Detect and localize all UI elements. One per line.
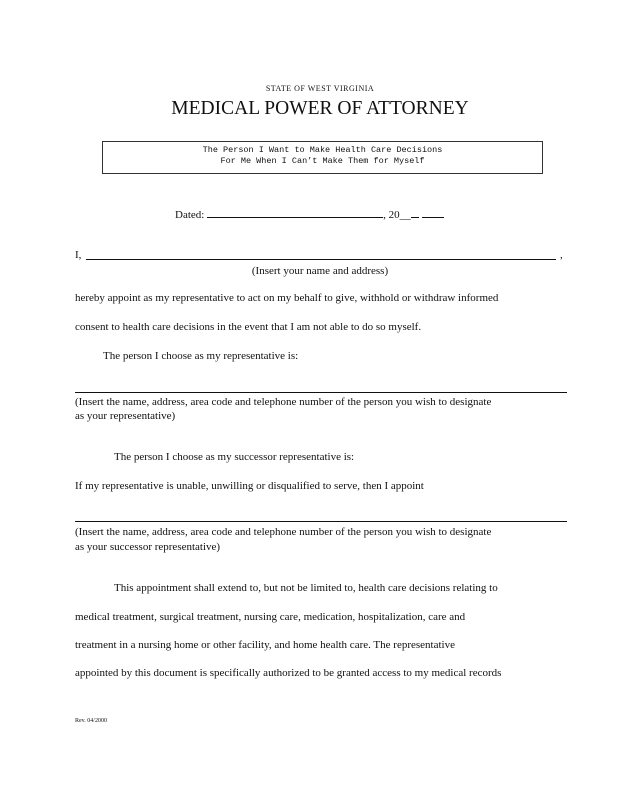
date-blank[interactable] bbox=[207, 206, 383, 218]
year-blank-a[interactable] bbox=[411, 206, 419, 218]
scope-line-4: appointed by this document is specifically authorized to be granted access to my medical records bbox=[75, 667, 502, 679]
representative-blank[interactable] bbox=[75, 392, 567, 393]
declarant-name-blank[interactable] bbox=[86, 259, 556, 260]
declarant-prefix: I, bbox=[75, 249, 82, 261]
scope-line-1: This appointment shall extend to, but not be limited to, health care decisions relating to bbox=[114, 582, 498, 594]
subtitle-box bbox=[102, 141, 543, 174]
successor-blank[interactable] bbox=[75, 521, 567, 522]
successor-intro: The person I choose as my successor representative is: bbox=[114, 451, 355, 463]
revision-note: Rev. 04/2000 bbox=[75, 718, 107, 724]
declarant-instruction: (Insert your name and address) bbox=[251, 265, 389, 277]
year-blank-b[interactable] bbox=[422, 206, 444, 218]
dated-line bbox=[175, 206, 444, 221]
appoint-line-2: consent to health care decisions in the event that I am not able to do so myself. bbox=[75, 321, 422, 333]
succ-note-line-1: (Insert the name, address, area code and telephone number of the person you wish to designate bbox=[75, 526, 492, 538]
succ-note-line-2: as your successor representative) bbox=[75, 541, 221, 553]
rep-note-line-2: as your representative) bbox=[75, 410, 176, 422]
scope-line-3: treatment in a nursing home or other facility, and home health care. The representative bbox=[75, 639, 455, 651]
declarant-suffix: , bbox=[560, 249, 563, 261]
successor-condition: If my representative is unable, unwilling or disqualified to serve, then I appoint bbox=[75, 480, 424, 492]
appoint-line-1: hereby appoint as my representative to act on my behalf to give, withhold or withdraw informed bbox=[75, 292, 499, 304]
dated-label: Dated: bbox=[175, 209, 205, 221]
subtitle-line-2: For Me When I Can’t Make Them for Myself bbox=[220, 156, 425, 166]
year-prefix: , 20 bbox=[383, 209, 400, 221]
state-heading: STATE OF WEST VIRGINIA bbox=[265, 84, 375, 93]
rep-note-line-1: (Insert the name, address, area code and telephone number of the person you wish to designate bbox=[75, 396, 492, 408]
representative-intro: The person I choose as my representative is: bbox=[103, 350, 299, 362]
document-title: MEDICAL POWER OF ATTORNEY bbox=[171, 98, 469, 119]
subtitle-line-1: The Person I Want to Make Health Care Decisions bbox=[202, 145, 443, 155]
scope-line-2: medical treatment, surgical treatment, nursing care, medication, hospitalization, care and bbox=[75, 611, 466, 623]
year-underscores: __ bbox=[399, 209, 411, 221]
